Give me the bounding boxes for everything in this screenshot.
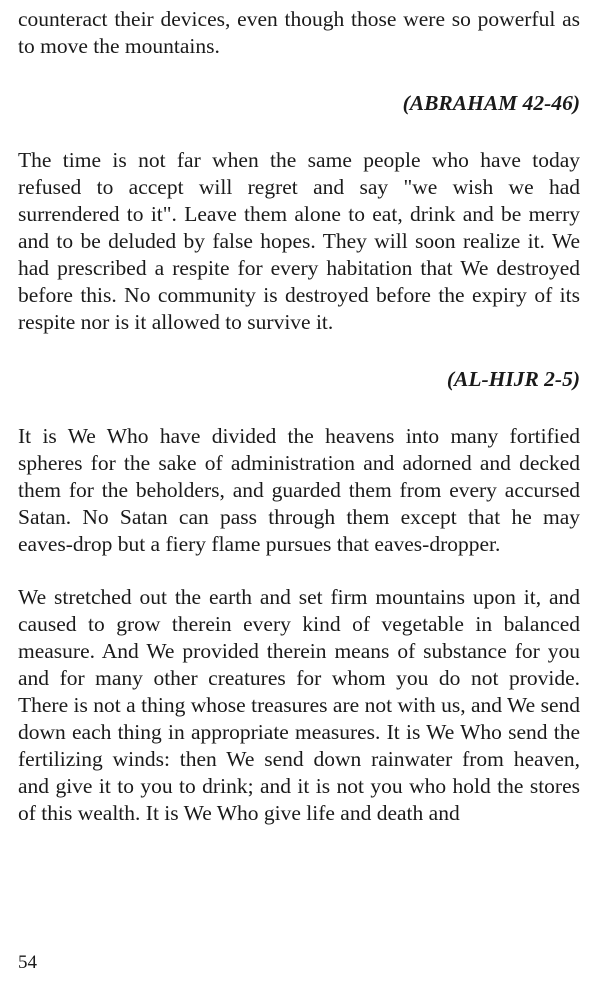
paragraph: counteract their devices, even though those were so powerful as to move the mountains. bbox=[18, 7, 580, 58]
paragraph: It is We Who have divided the heavens into many fortified spheres for the sake of administration and adorned and decked them for the beholders, and guarded them from every accursed Satan. No Satan can pass through them except that he may eaves-drop but a fiery flame pursues that eaves-dropper. bbox=[18, 424, 580, 556]
page-number: 54 bbox=[18, 952, 37, 973]
paragraph: The time is not far when the same people who have today refused to accept will regret and say "we wish we had surrendered to it". Leave them alone to eat, drink and be merry and to be deluded by false hopes. They will soon realize it. We had prescribed a respite for every habitation that We destroyed before this. No community is destroyed before the expiry of its respite nor is it allowed to survive it. bbox=[18, 148, 580, 334]
verse-reference: (AL-HIJR 2-5) bbox=[446, 367, 580, 391]
verse-reference: (ABRAHAM 42-46) bbox=[402, 91, 580, 115]
page-body bbox=[18, 6, 580, 827]
paragraph: We stretched out the earth and set firm mountains upon it, and caused to grow therein every kind of vegetable in balanced measure. And We provided therein means of substance for you and for many other creatures for whom you do not provide. There is not a thing whose treasures are not with us, and We send down each thing in appropriate measures. It is We Who send the fertilizing winds: then We send down rainwater from heaven, and give it to you to drink; and it is not you who hold the stores of this wealth. It is We Who give life and death and bbox=[18, 585, 580, 825]
